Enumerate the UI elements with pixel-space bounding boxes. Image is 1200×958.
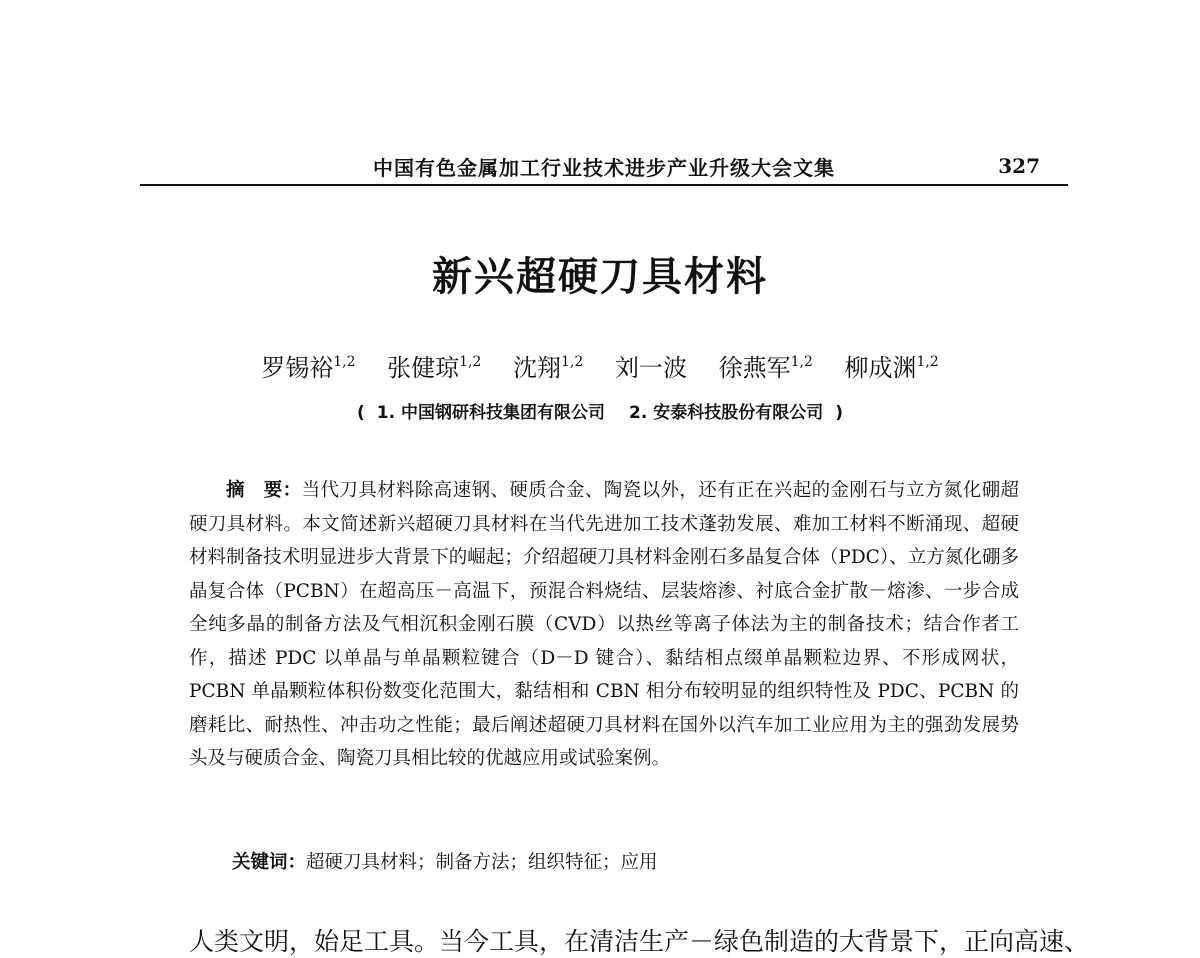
affiliations-open-paren: ( bbox=[357, 403, 365, 423]
journal-title: 中国有色金属加工行业技术进步产业升级大会文集 bbox=[373, 156, 835, 180]
author-affiliation-mark: 1,2 bbox=[459, 354, 482, 370]
author-name: 沈翔 bbox=[513, 354, 562, 382]
keywords-text: 超硬刀具材料；制备方法；组织特征；应用 bbox=[306, 852, 658, 873]
affiliations-close-paren: ) bbox=[835, 403, 843, 423]
author bbox=[261, 354, 355, 382]
paper-title: 新兴超硬刀具材料 bbox=[432, 253, 768, 300]
running-header bbox=[140, 148, 1068, 186]
author bbox=[719, 354, 813, 382]
author-name: 罗锡裕 bbox=[261, 354, 334, 382]
author-affiliation-mark: 1,2 bbox=[790, 354, 813, 370]
author bbox=[845, 354, 939, 382]
body-text-first-line: 人类文明，始足工具。当今工具，在清洁生产－绿色制造的大背景下，正向高速、 bbox=[189, 927, 1090, 956]
abstract-label: 摘 要： bbox=[226, 480, 302, 501]
abstract bbox=[189, 474, 1019, 776]
affiliation-1: 1. 中国钢研科技集团有限公司 bbox=[376, 403, 605, 423]
author bbox=[387, 354, 481, 382]
author-name: 刘一波 bbox=[614, 354, 687, 382]
affiliations bbox=[0, 398, 1200, 423]
author bbox=[513, 354, 583, 382]
author bbox=[615, 354, 687, 382]
author-name: 徐燕军 bbox=[718, 354, 791, 382]
author-name: 张健琼 bbox=[387, 354, 460, 382]
author-affiliation-mark: 1,2 bbox=[916, 354, 939, 370]
page-number: 327 bbox=[998, 154, 1040, 178]
author-list bbox=[0, 348, 1200, 383]
keywords bbox=[232, 848, 658, 874]
author-affiliation-mark: 1,2 bbox=[333, 354, 356, 370]
abstract-text: 当代刀具材料除高速钢、硬质合金、陶瓷以外，还有正在兴起的金刚石与立方氮化硼超硬刀具材料。本文简述新兴超硬刀具材料在当代先进加工技术蓬勃发展、难加工材料不断涌现、超硬材料制备技术明显进步大背景下的崛起；介绍超硬刀具材料金刚石多晶复合体（PDC）、立方氮化硼多晶复合体（PCBN）在超高压－高温下，预混合料烧结、层装熔渗、衬底合金扩散－熔渗、一步合成全纯多晶的制备方法及气相沉积金刚石膜（CVD）以热丝等离子体法为主的制备技术；结合作者工作，描述 PDC 以单晶与单晶颗粒键合（D－D 键合）、黏结相点缀单晶颗粒边界、不形成网状，PCBN 单晶颗粒体积份数变化范围大，黏结相和 CBN 相分布较明显的组织特性及 PDC、PCBN 的磨耗比、耐热性、冲击功之性能；最后阐述超硬刀具材料在国外以汽车加工业应用为主的强劲发展势头及与硬质合金、陶瓷刀具相比较的优越应用或试验案例。 bbox=[189, 480, 1019, 769]
affiliation-2: 2. 安泰科技股份有限公司 bbox=[629, 403, 824, 423]
author-affiliation-mark: 1,2 bbox=[561, 354, 584, 370]
keywords-label: 关键词： bbox=[232, 852, 307, 873]
author-name: 柳成渊 bbox=[844, 354, 917, 382]
